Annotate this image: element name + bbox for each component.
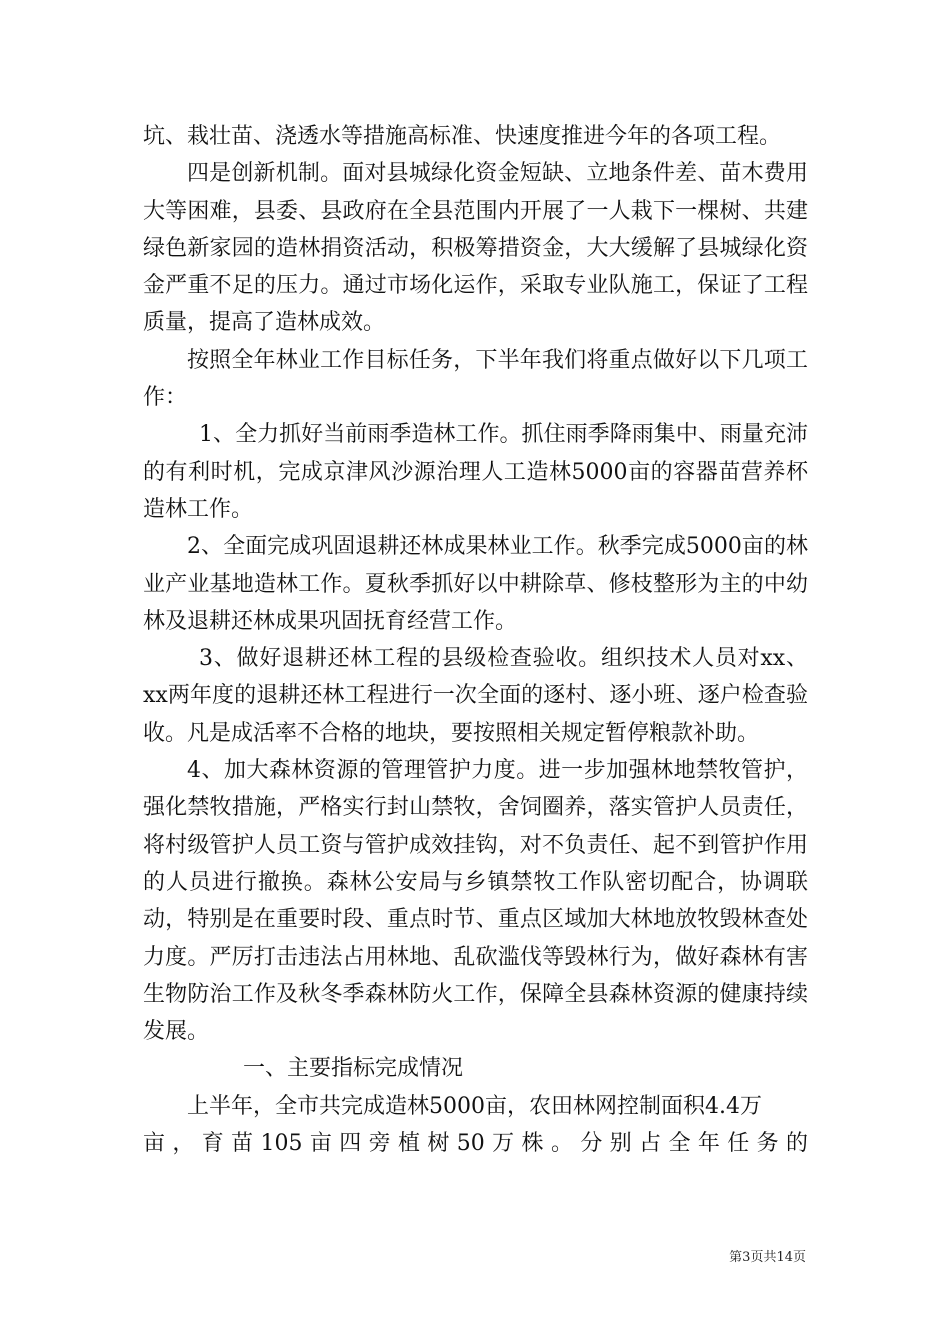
paragraph-item-4: 4、加大森林资源的管理管护力度。进一步加强林地禁牧管护，强化禁牧措施，严格实行封山禁牧，舍饲圈养，落实管护人员责任，将村级管护人员工资与管护成效挂钩，对不负责任、起不到管护作用的人员进行撤换。森林公安局与乡镇禁牧工作队密切配合，协调联动，特别是在重要时段、重点时节、重点区域加大林地放牧毁林查处力度。严厉打击违法占用林地、乱砍滥伐等毁林行为，做好森林有害生物防治工作及秋冬季森林防火工作，保障全县森林资源的健康持续发展。 bbox=[143, 758, 808, 1045]
document-body bbox=[143, 118, 808, 1162]
paragraph-item-3: 3、做好退耕还林工程的县级检查验收。组织技术人员对xx、xx两年度的退耕还林工程进行一次全面的逐村、逐小班、逐户检查验收。凡是成活率不合格的地块，要按照相关规定暂停粮款补助。 bbox=[143, 646, 808, 746]
paragraph-innovation-mechanism: 四是创新机制。面对县城绿化资金短缺、立地条件差、苗木费用大等困难，县委、县政府在全县范围内开展了一人栽下一棵树、共建绿色新家园的造林捐资活动，积极筹措资金，大大缓解了县城绿化资金严重不足的压力。通过市场化运作，采取专业队施工，保证了工程质量，提高了造林成效。 bbox=[143, 161, 808, 336]
paragraph-second-half-plan: 按照全年林业工作目标任务，下半年我们将重点做好以下几项工作： bbox=[143, 347, 808, 411]
paragraph-item-2: 2、全面完成巩固退耕还林成果林业工作。秋季完成5000亩的林业产业基地造林工作。夏秋季抓好以中耕除草、修枝整形为主的中幼林及退耕还林成果巩固抚育经营工作。 bbox=[143, 534, 808, 634]
paragraph-continuation: 坑、栽壮苗、浇透水等措施高标准、快速度推进今年的各项工程。 bbox=[143, 124, 782, 149]
paragraph-first-half-line2: 亩，育苗105亩四旁植树50万株。分别占全年任务的 bbox=[143, 1131, 808, 1157]
paragraph-item-1: 1、全力抓好当前雨季造林工作。抓住雨季降雨集中、雨量充沛的有利时机，完成京津风沙源治理人工造林5000亩的容器苗营养杯造林工作。 bbox=[143, 422, 808, 522]
paragraph-first-half-line1: 上半年，全市共完成造林5000亩，农田林网控制面积4.4万 bbox=[187, 1093, 762, 1119]
section-heading: 一、主要指标完成情况 bbox=[243, 1056, 464, 1082]
page-number-footer: 第3页共14页 bbox=[729, 1250, 806, 1265]
